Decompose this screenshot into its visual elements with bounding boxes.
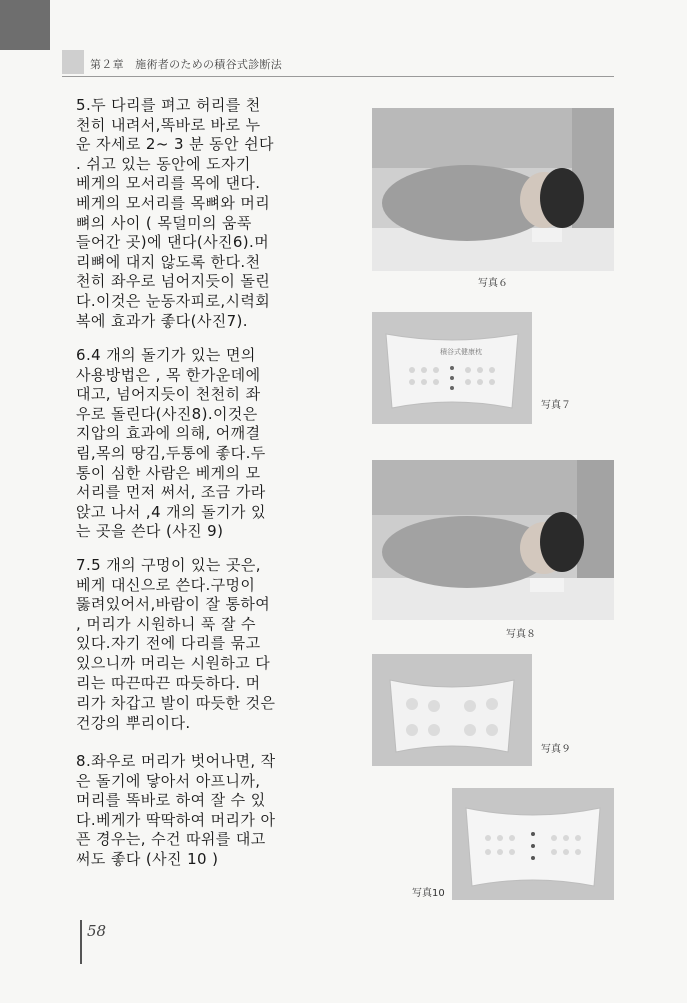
photo-10-pillow-holes: [452, 788, 614, 900]
paragraph-7: [76, 556, 358, 693]
text-line: 들어간 곳)에 댄다(사진6).머: [76, 233, 270, 252]
text-line: 사용방법은 , 목 한가운데에: [76, 365, 261, 384]
text-line: 픈 경우는, 수건 따위를 대고: [76, 830, 266, 849]
text-line: 5.두 다리를 펴고 허리를 천: [76, 96, 261, 114]
text-line: 있으니까 머리는 시원하고 다: [76, 653, 271, 672]
text-line: 리가 차갑고 발이 따듯한 것은: [76, 694, 276, 712]
paragraph-text: [76, 346, 358, 542]
photo-9-caption: 写真９: [541, 744, 571, 755]
text-line: 리는 따끈따끈 따듯하다. 머: [76, 673, 261, 692]
text-line: 는 곳을 쓴다 (사진 9): [76, 522, 224, 541]
text-line: 리뼈에 대지 않도록 한다.천: [76, 252, 261, 271]
paragraph-5: [76, 96, 358, 331]
page-number-bar: [80, 920, 82, 964]
paragraph-text: [76, 96, 358, 331]
text-line: 6.4 개의 돌기가 있는 면의: [76, 346, 256, 364]
text-line: 대고, 넘어지듯이 천천히 좌: [76, 385, 261, 404]
paragraph-6: [76, 346, 358, 542]
text-line: 머리를 똑바로 하여 잘 수 있: [76, 791, 266, 810]
text-line: 앉고 나서 ,4 개의 돌기가 있: [76, 502, 266, 521]
text-line: 베게의 모서리를 목에 댄다.: [76, 174, 261, 193]
header-rule: [62, 76, 614, 77]
corner-block: [0, 0, 50, 50]
text-line: 지압의 효과에 의해, 어깨결: [76, 424, 261, 443]
photo-7-pillow-corner: [372, 312, 532, 424]
text-line: 다.베게가 딱딱하여 머리가 아: [76, 810, 276, 829]
text-line: 통이 심한 사람은 베게의 모: [76, 463, 261, 482]
text-line: 뼈의 사이 ( 목덜미의 움푹: [76, 213, 252, 232]
photo-7-caption: 写真７: [541, 400, 571, 411]
paragraph-7-continued: [76, 694, 358, 733]
photo-8-lying-on-pillow: [372, 460, 614, 620]
paragraph-text: [76, 694, 358, 733]
photo-6-lying-neck-on-pillow: [372, 108, 614, 271]
text-line: 은 돌기에 닿아서 아프니까,: [76, 771, 261, 790]
text-line: 있다.자기 전에 다리를 묶고: [76, 634, 261, 653]
text-line: 림,목의 땅김,두통에 좋다.두: [76, 443, 266, 462]
text-line: 다.이것은 눈동자피로,시력회: [76, 291, 271, 310]
text-line: 복에 효과가 좋다(사진7).: [76, 311, 248, 330]
text-line: 서리를 먼저 써서, 조금 가라: [76, 483, 266, 502]
text-line: 우로 돌린다(사진8).이것은: [76, 404, 258, 423]
text-line: 건강의 뿌리이다.: [76, 713, 191, 732]
page-number: 58: [87, 922, 107, 940]
text-line: 베게의 모서리를 목뼈와 머리: [76, 193, 271, 212]
paragraph-text: [76, 752, 358, 870]
photo-6-caption: 写真６: [478, 278, 508, 289]
text-line: 운 자세로 2~ 3 분 동안 쉰다: [76, 135, 274, 154]
chapter-title: 第２章 施術者のための積谷式診断法: [90, 58, 283, 71]
text-line: 천히 좌우로 넘어지듯이 돌린: [76, 272, 271, 291]
photo-9-pillow-four-bumps: [372, 654, 532, 766]
text-line: 써도 좋다 (사진 10 ): [76, 849, 219, 868]
text-line: 7.5 개의 구멍이 있는 곳은,: [76, 556, 261, 574]
text-line: 베게 대신으로 쓴다.구멍이: [76, 575, 256, 594]
pillow-label: 積谷式健康枕: [440, 348, 482, 356]
paragraph-8: [76, 752, 358, 870]
photo-10-caption: 写真10: [412, 888, 445, 899]
header-tab: [62, 50, 84, 74]
text-line: 뚫려있어서,바람이 잘 통하여: [76, 595, 271, 614]
paragraph-text: [76, 556, 358, 693]
text-line: , 머리가 시원하니 푹 잘 수: [76, 614, 256, 633]
text-line: 천히 내려서,똑바로 바로 누: [76, 115, 261, 134]
text-line: 8.좌우로 머리가 벗어나면, 작: [76, 752, 276, 770]
photo-8-caption: 写真８: [506, 629, 536, 640]
text-line: . 쉬고 있는 동안에 도자기: [76, 154, 251, 173]
